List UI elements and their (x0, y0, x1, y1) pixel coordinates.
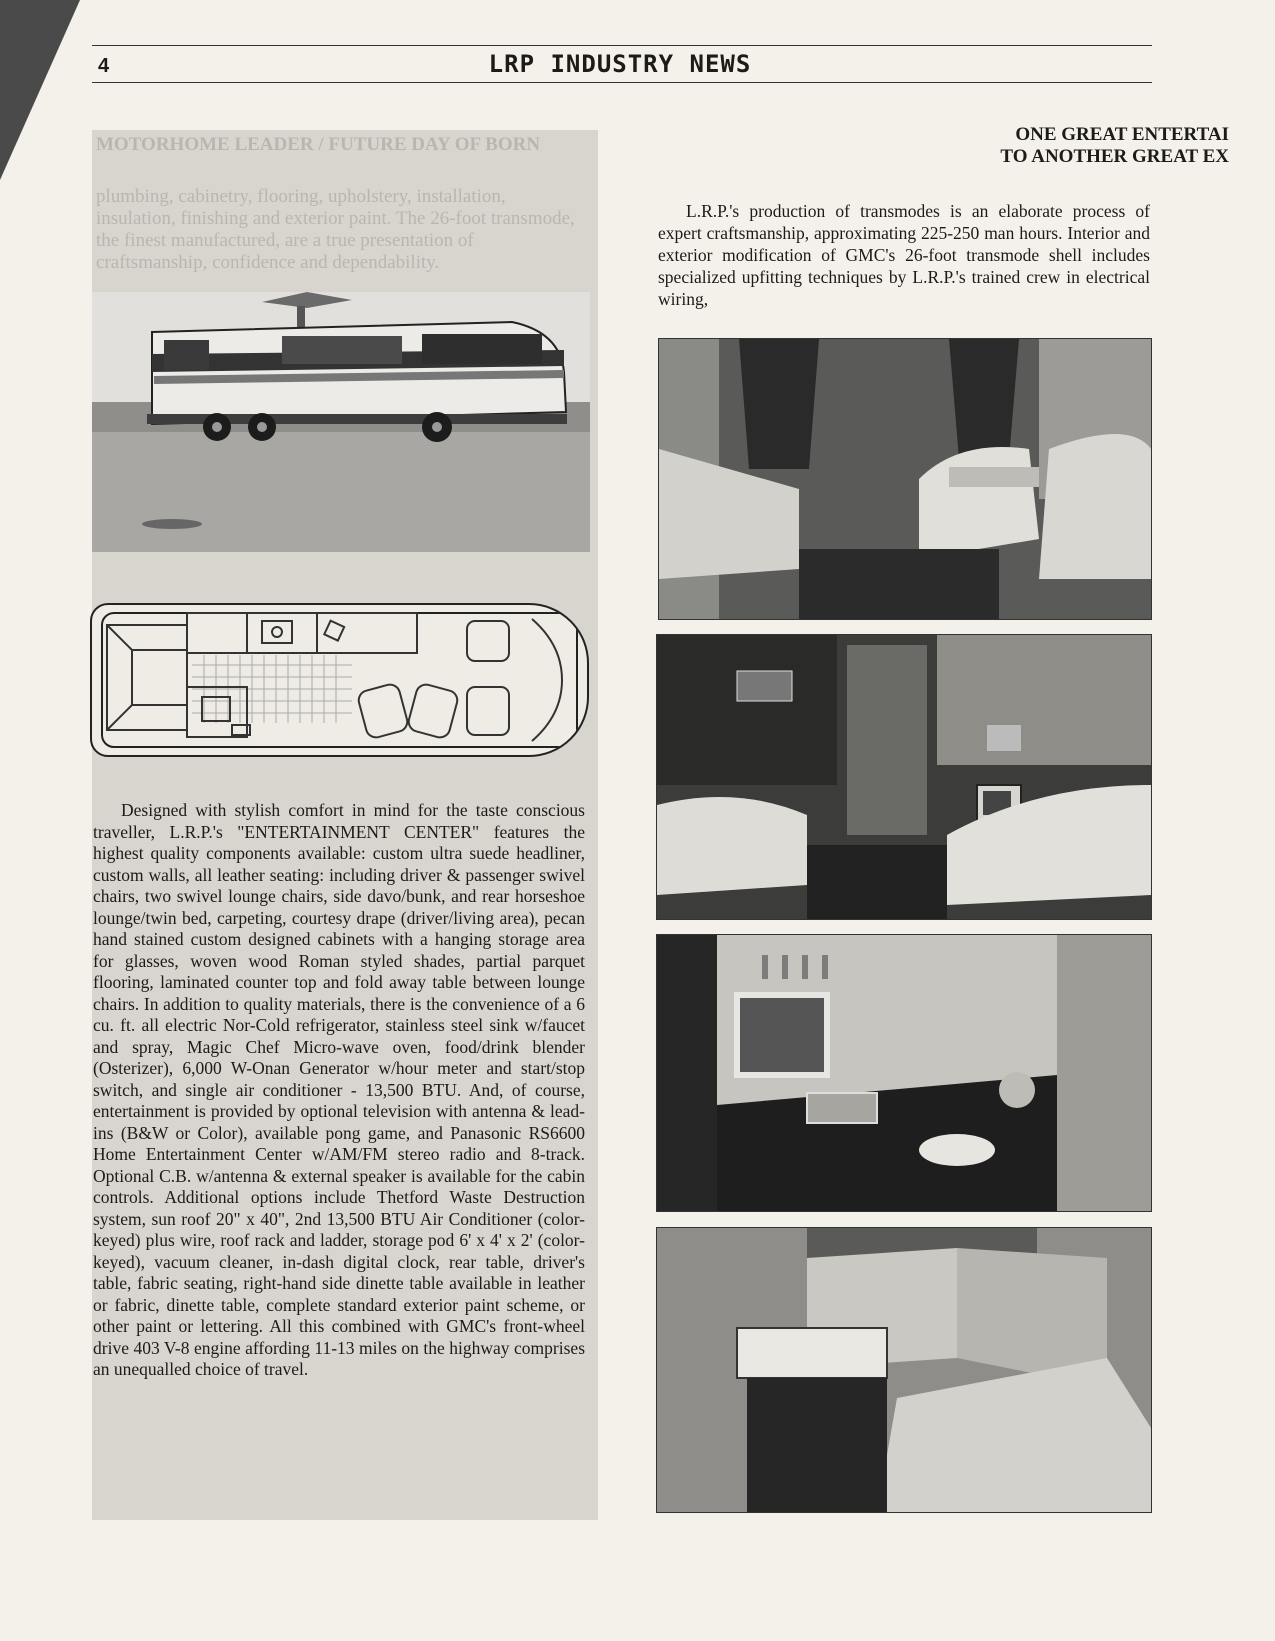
headline-line-1: ONE GREAT ENTERTAI (1015, 124, 1229, 145)
interior-photo-living-area (656, 634, 1152, 920)
page-number: 4 (98, 55, 110, 77)
interior-photo-rear-lounge (656, 1227, 1152, 1513)
running-head: LRP INDUSTRY NEWS (488, 50, 752, 78)
motorhome-exterior-photo (92, 292, 590, 552)
page-corner-fold (0, 0, 80, 180)
interior-photo-lounge (658, 338, 1152, 620)
header-rule-top (92, 45, 1152, 46)
floor-plan-diagram (90, 603, 589, 757)
article-body-left: Designed with stylish comfort in mind for the taste conscious traveller, L.R.P.'s "ENTERTAINMENT CENTER" features the highest quality components available: custom ultra suede headliner, custom walls, all leather seating: including driver & passenger swivel chairs, two swivel lounge chairs, side davo/bunk, and rear horseshoe lounge/twin bed, carpeting, courtesy drape (driver/living area), pecan hand stained custom designed cabinets with a hanging storage area for glasses, woven wood Roman styled shades, partial parquet flooring, laminated counter top and fold away table between lounge chairs. In addition to quality materials, there is the convenience of a 6 cu. ft. all electric Nor-Cold refrigerator, stainless steel sink w/faucet and spray, Magic Chef Micro-wave oven, food/drink blender (Osterizer), 6,000 W-Onan Generator w/hour meter and start/stop switch, and single air conditioner - 13,500 BTU. And, of course, entertainment is provided by optional television with antenna & lead-ins (B&W or Color), available pong game, and Panasonic RS6600 Home Entertainment Center w/AM/FM stereo radio and 8-track. Optional C.B. w/antenna & external speaker is available for the cabin controls. Additional options include Thetford Waste Destruction system, sun roof 20" x 40", 2nd 13,500 BTU Air Conditioner (color-keyed) plus wire, roof rack and ladder, storage pod 6' x 4' x 2' (color-keyed), vacuum cleaner, in-dash digital clock, rear table, driver's table, fabric seating, right-hand side dinette table available in leather or fabric, dinette table, complete standard exterior paint scheme, or other paint or lettering. All this combined with GMC's front-wheel drive 403 V-8 engine affording 11-13 miles on the highway comprises an unequalled choice of travel. (93, 800, 585, 1379)
bleed-through-heading: MOTORHOME LEADER / FUTURE DAY OF BORN (96, 134, 541, 155)
bleed-through-text (96, 134, 586, 274)
article-body-right: L.R.P.'s production of transmodes is an elaborate process of expert craftsmanship, approximating 225-250 man hours. Interior and exterior modification of GMC's 26-foot transmode shell includes specialized upfitting techniques by L.R.P.'s trained crew in electrical wiring, (658, 201, 1150, 309)
interior-photo-galley (656, 934, 1152, 1212)
header-rule-bottom (92, 82, 1152, 83)
bleed-through-body: plumbing, cabinetry, flooring, upholstery, installation, insulation, finishing and exterior paint. The 26-foot transmode, the finest manufactured, are a true presentation of craftsmanship, confidence and dependability. (96, 186, 575, 273)
headline-line-2: TO ANOTHER GREAT EX (1000, 146, 1229, 167)
